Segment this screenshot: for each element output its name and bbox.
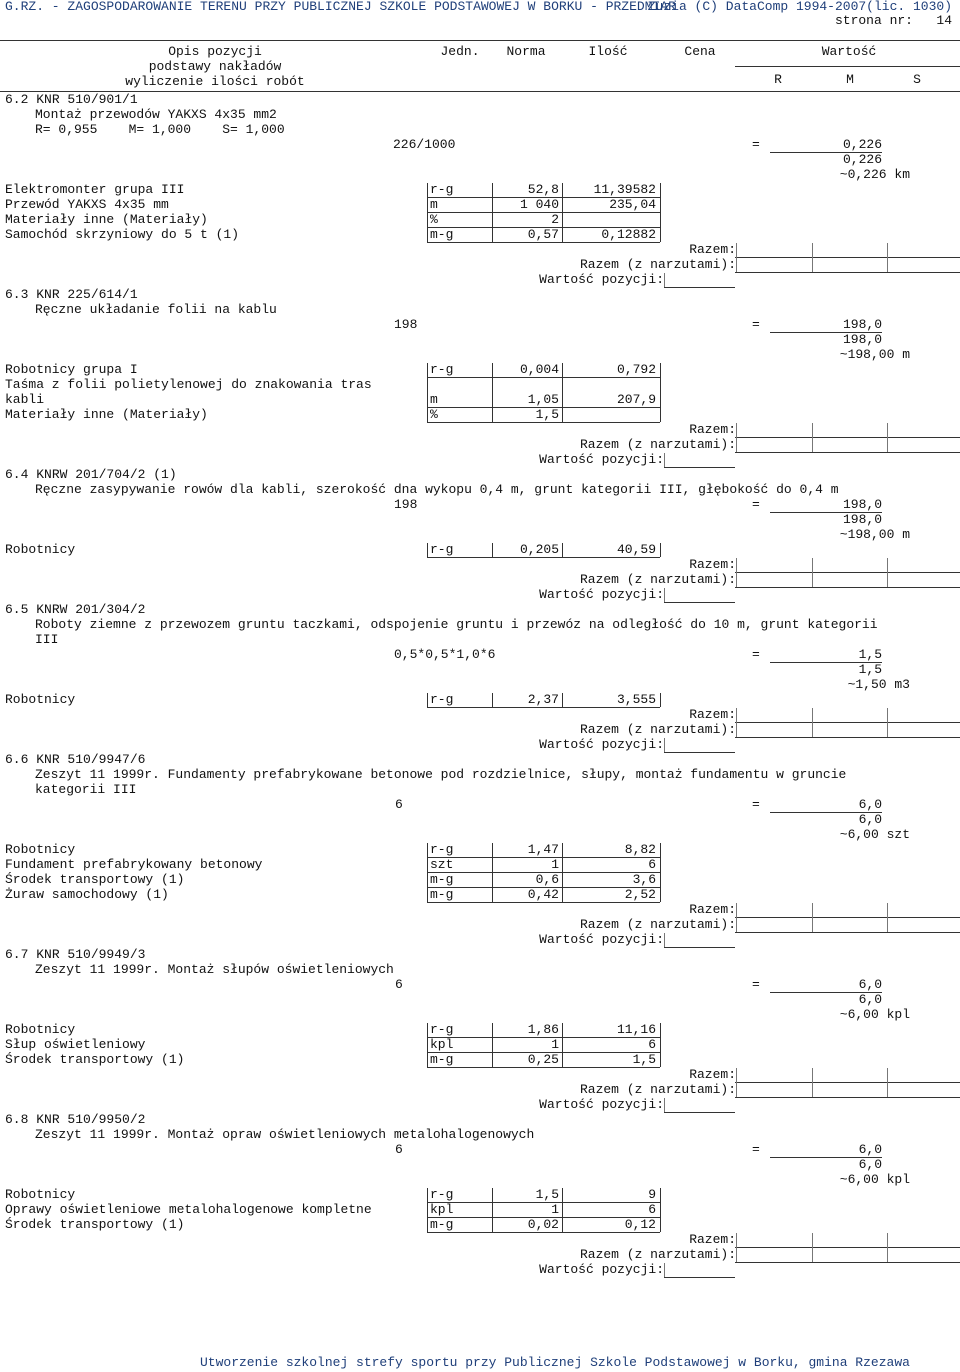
resource-col-rule (492, 693, 493, 707)
wartosc-line (664, 947, 735, 948)
quantity-total: ~198,00 m (839, 527, 910, 542)
col-m: M (846, 72, 854, 87)
resource-name: Fundament prefabrykowany betonowy (5, 857, 263, 872)
resource-unit: kpl (430, 1037, 454, 1052)
position-description: Ręczne zasypywanie rowów dla kabli, szerokość dna wykopu 0,4 m, grunt kategorii III, głębokość do 0,4 m (35, 482, 839, 497)
equals-sign: = (752, 797, 760, 812)
program-credit: Zuzia (C) DataComp 1994-2007(lic. 1030) (647, 0, 952, 14)
resource-name: Oprawy oświetleniowe metalohalogenowe kompletne (5, 1202, 372, 1217)
resource-name: Robotnicy (5, 542, 76, 557)
resource-unit: % (430, 212, 438, 227)
position-code: KNR 510/9949/3 (36, 947, 146, 962)
resource-qty: 207,9 (616, 392, 656, 407)
resource-unit: % (430, 407, 438, 422)
position-header (5, 752, 145, 767)
value-col-rule (887, 423, 888, 452)
resource-col-rule (660, 363, 661, 422)
page-number-row (835, 13, 952, 28)
position-id: 6.8 (5, 1112, 29, 1127)
resource-unit: kpl (430, 1202, 454, 1217)
position-header (5, 602, 145, 617)
value-col-rule (812, 1233, 813, 1262)
razem-narzut-label: Razem (z narzutami): (579, 1082, 736, 1097)
resource-qty: 0,12882 (601, 227, 656, 242)
position-id: 6.5 (5, 602, 29, 617)
resource-name: Przewód YAKXS 4x35 mm (5, 197, 169, 212)
resource-norm: 0,02 (527, 1217, 559, 1232)
resource-name: Środek transportowy (1) (5, 1217, 185, 1232)
razem-label: Razem: (689, 242, 736, 257)
position-description: Ręczne układanie folii na kablu (35, 302, 277, 317)
position-id: 6.3 (5, 287, 29, 302)
equals-sign: = (752, 317, 760, 332)
resource-unit: m (430, 392, 438, 407)
razem-narzut-line (735, 587, 960, 588)
col-value: Wartość (821, 44, 877, 59)
resource-qty: 0,792 (616, 362, 656, 377)
resource-qty: 3,555 (616, 692, 656, 707)
doc-footer: Utworzenie szkolnej strefy sportu przy Publicznej Szkole Podstawowej w Borku, gmina Rzezawa (200, 1355, 910, 1370)
resource-col-rule (492, 543, 493, 557)
col-qty: Ilość (588, 44, 628, 59)
razem-line (735, 257, 960, 258)
resource-qty: 3,6 (632, 872, 656, 887)
resource-norm: 0,42 (527, 887, 559, 902)
resource-qty: 0,12 (624, 1217, 656, 1232)
wartosc-col-rule (664, 453, 665, 467)
resource-col-rule (492, 1188, 493, 1232)
value-col-rule (812, 1068, 813, 1097)
resource-unit: m-g (430, 1052, 454, 1067)
resource-qty: 6 (648, 1037, 656, 1052)
resource-col-rule (660, 1188, 661, 1232)
resource-qty: 9 (648, 1187, 656, 1202)
value-col-rule (887, 708, 888, 737)
resource-name: Materiały inne (Materiały) (5, 212, 208, 227)
page-number: 14 (936, 13, 952, 28)
quantity-result: 1,5 (858, 647, 882, 662)
resource-name: Samochód skrzyniowy do 5 t (1) (5, 227, 240, 242)
razem-narzut-line (735, 1262, 960, 1263)
quantity-sum: 6,0 (858, 1157, 882, 1172)
wartosc-col-rule (664, 588, 665, 602)
value-col-rule (887, 243, 888, 272)
resource-col-rule (660, 1023, 661, 1067)
quantity-formula: 6 (395, 977, 403, 992)
resource-unit: m-g (430, 887, 454, 902)
wartosc-line (664, 1112, 735, 1113)
equals-sign: = (752, 1142, 760, 1157)
position-description: Roboty ziemne z przewozem gruntu taczkami, odspojenie gruntu i przewóz na odległość do 10 m, grunt kategorii (35, 617, 878, 632)
quantity-result: 0,226 (842, 137, 882, 152)
resource-name: Robotnicy (5, 1187, 76, 1202)
razem-label: Razem: (689, 557, 736, 572)
quantity-result: 6,0 (858, 977, 882, 992)
razem-line (735, 572, 960, 573)
value-col-rule (887, 1233, 888, 1262)
wartosc-pozycji-label: Wartość pozycji: (539, 587, 664, 602)
resource-name: Słup oświetleniowy (5, 1037, 146, 1052)
quantity-result: 6,0 (858, 797, 882, 812)
resource-unit: m-g (430, 872, 454, 887)
wartosc-col-rule (664, 738, 665, 752)
resource-unit: m-g (430, 227, 454, 242)
razem-label: Razem: (689, 902, 736, 917)
resource-name: Materiały inne (Materiały) (5, 407, 208, 422)
wartosc-pozycji-label: Wartość pozycji: (539, 737, 664, 752)
value-col-rule (812, 903, 813, 932)
resource-norm: 0,57 (527, 227, 559, 242)
col-s: S (913, 72, 921, 87)
position-description: Zeszyt 11 1999r. Montaż opraw oświetleniowych metalohalogenowych (35, 1127, 535, 1142)
quantity-total: ~6,00 kpl (839, 1172, 910, 1187)
position-code: KNR 510/901/1 (36, 92, 138, 107)
resource-col-rule (492, 1023, 493, 1067)
resource-col-rule (562, 843, 563, 902)
razem-line (735, 1247, 960, 1248)
quantity-sum: 0,226 (842, 152, 882, 167)
quantity-formula: 198 (394, 497, 418, 512)
quantity-formula: 6 (395, 797, 403, 812)
value-col-rule (736, 558, 737, 587)
value-col-rule (887, 558, 888, 587)
resource-col-rule (660, 543, 661, 557)
resource-col-rule (427, 1023, 428, 1067)
value-col-rule (736, 1068, 737, 1097)
resource-row-line (427, 242, 660, 243)
wartosc-pozycji-label: Wartość pozycji: (539, 932, 664, 947)
resource-norm: 1 (551, 1202, 559, 1217)
value-col-rule (887, 1068, 888, 1097)
resource-qty: 235,04 (609, 197, 656, 212)
position-description: kategorii III (35, 782, 137, 797)
col-desc-3: wyliczenie ilości robót (125, 74, 305, 89)
col-desc-2: podstawy nakładów (148, 59, 282, 74)
resource-col-rule (492, 183, 493, 242)
resource-norm: 0,25 (527, 1052, 559, 1067)
resource-unit: r-g (430, 362, 454, 377)
value-col-rule (887, 903, 888, 932)
wartosc-col-rule (664, 273, 665, 287)
quantity-formula: 6 (395, 1142, 403, 1157)
razem-narzut-line (735, 452, 960, 453)
resource-norm: 1,5 (535, 407, 559, 422)
quantity-total: ~6,00 kpl (839, 1007, 910, 1022)
razem-narzut-label: Razem (z narzutami): (579, 917, 736, 932)
wartosc-pozycji-label: Wartość pozycji: (539, 1097, 664, 1112)
value-col-rule (736, 903, 737, 932)
resource-row-line (427, 1232, 660, 1233)
resource-norm: 0,004 (519, 362, 559, 377)
resource-col-rule (562, 1023, 563, 1067)
resource-unit: r-g (430, 1187, 454, 1202)
position-header (5, 467, 177, 482)
resource-norm: 2 (551, 212, 559, 227)
razem-label: Razem: (689, 1067, 736, 1082)
position-id: 6.7 (5, 947, 29, 962)
wartosc-pozycji-label: Wartość pozycji: (539, 452, 664, 467)
resource-name: Środek transportowy (1) (5, 1052, 185, 1067)
value-col-rule (812, 708, 813, 737)
razem-label: Razem: (689, 707, 736, 722)
resource-name: Taśma z folii polietylenowej do znakowania tras (5, 377, 372, 392)
quantity-sum: 1,5 (858, 662, 882, 677)
value-col-rule (812, 423, 813, 452)
position-id: 6.4 (5, 467, 29, 482)
razem-line (735, 1082, 960, 1083)
resource-name: Robotnicy (5, 842, 76, 857)
equals-sign: = (752, 977, 760, 992)
quantity-formula: 226/1000 (393, 137, 456, 152)
resource-unit: szt (430, 857, 454, 872)
resource-col-rule (492, 363, 493, 422)
quantity-sum: 6,0 (858, 812, 882, 827)
resource-qty: 40,59 (616, 542, 656, 557)
wartosc-line (664, 1277, 735, 1278)
resource-col-rule (427, 543, 428, 557)
resource-qty: 11,16 (616, 1022, 656, 1037)
resource-row-line (427, 557, 660, 558)
position-id: 6.6 (5, 752, 29, 767)
razem-narzut-label: Razem (z narzutami): (579, 1247, 736, 1262)
wartosc-pozycji-label: Wartość pozycji: (539, 272, 664, 287)
resource-name: Środek transportowy (1) (5, 872, 185, 887)
razem-narzut-line (735, 737, 960, 738)
resource-qty: 2,52 (624, 887, 656, 902)
quantity-result: 198,0 (842, 497, 882, 512)
value-col-rule (736, 243, 737, 272)
wartosc-col-rule (664, 1263, 665, 1277)
resource-row-line (427, 422, 660, 423)
position-description: R= 0,955 M= 1,000 S= 1,000 (35, 122, 285, 137)
position-description: III (35, 632, 59, 647)
resource-col-rule (427, 183, 428, 242)
resource-norm: 1,86 (527, 1022, 559, 1037)
col-unit: Jedn. (440, 44, 480, 59)
razem-narzut-line (735, 1097, 960, 1098)
resource-norm: 2,37 (527, 692, 559, 707)
wartosc-pozycji-label: Wartość pozycji: (539, 1262, 664, 1277)
value-col-rule (736, 423, 737, 452)
resource-row-line (427, 902, 660, 903)
razem-narzut-label: Razem (z narzutami): (579, 257, 736, 272)
quantity-total: ~1,50 m3 (847, 677, 910, 692)
col-desc-1: Opis pozycji (168, 44, 262, 59)
resource-col-rule (562, 183, 563, 242)
resource-norm: 1 (551, 1037, 559, 1052)
razem-label: Razem: (689, 1232, 736, 1247)
resource-unit: r-g (430, 542, 454, 557)
razem-line (735, 722, 960, 723)
resource-qty: 6 (648, 857, 656, 872)
razem-line (735, 437, 960, 438)
resource-unit: m (430, 197, 438, 212)
resource-col-rule (427, 843, 428, 902)
position-code: KNR 510/9947/6 (36, 752, 146, 767)
resource-col-rule (660, 693, 661, 707)
resource-unit: r-g (430, 182, 454, 197)
razem-narzut-line (735, 272, 960, 273)
resource-col-rule (660, 843, 661, 902)
resource-row-line (427, 1037, 660, 1038)
resource-row-line (427, 1067, 660, 1068)
razem-narzut-line (735, 932, 960, 933)
quantity-sum: 198,0 (842, 332, 882, 347)
wartosc-line (664, 287, 735, 288)
quantity-formula: 198 (394, 317, 418, 332)
resource-name-cont: kabli (5, 392, 45, 407)
position-code: KNR 225/614/1 (36, 287, 138, 302)
resource-norm: 1,05 (527, 392, 559, 407)
resource-norm: 1 (551, 857, 559, 872)
razem-label: Razem: (689, 422, 736, 437)
razem-narzut-label: Razem (z narzutami): (579, 722, 736, 737)
position-description: Montaż przewodów YAKXS 4x35 mm2 (35, 107, 277, 122)
resource-name: Żuraw samochodowy (1) (5, 887, 169, 902)
position-header (5, 947, 145, 962)
wartosc-col-rule (664, 933, 665, 947)
resource-row-line (427, 707, 660, 708)
resource-qty: 1,5 (632, 1052, 656, 1067)
resource-row-line (427, 857, 660, 858)
resource-name: Robotnicy (5, 692, 76, 707)
quantity-total: ~6,00 szt (839, 827, 910, 842)
position-code: KNRW 201/304/2 (36, 602, 146, 617)
col-price: Cena (684, 44, 716, 59)
value-col-rule (736, 708, 737, 737)
resource-col-rule (427, 363, 428, 422)
equals-sign: = (752, 137, 760, 152)
resource-unit: r-g (430, 1022, 454, 1037)
resource-norm: 1,5 (535, 1187, 559, 1202)
position-code: KNR 510/9950/2 (36, 1112, 146, 1127)
position-code: KNRW 201/704/2 (1) (36, 467, 177, 482)
col-r: R (774, 72, 782, 87)
resource-norm: 52,8 (527, 182, 559, 197)
resource-col-rule (427, 693, 428, 707)
position-header (5, 92, 138, 107)
resource-col-rule (562, 543, 563, 557)
value-col-rule (812, 558, 813, 587)
razem-line (735, 917, 960, 918)
resource-col-rule (427, 1188, 428, 1232)
resource-row-line (427, 1202, 660, 1203)
wartosc-line (664, 467, 735, 468)
resource-name: Robotnicy (5, 1022, 76, 1037)
wartosc-line (664, 602, 735, 603)
resource-norm: 1,47 (527, 842, 559, 857)
quantity-result: 198,0 (842, 317, 882, 332)
resource-col-rule (562, 363, 563, 422)
doc-title: G.RZ. - ZAGOSPODAROWANIE TERENU PRZY PUBLICZNEJ SZKOLE PODSTAWOWEJ W BORKU - PRZEDMIAR (5, 0, 676, 14)
resource-unit: m-g (430, 1217, 454, 1232)
resource-row-line (427, 377, 660, 378)
resource-norm: 1 040 (519, 197, 559, 212)
quantity-sum: 6,0 (858, 992, 882, 1007)
position-description: Zeszyt 11 1999r. Fundamenty prefabrykowane betonowe pod rozdzielnice, słupy, montaż fundamentu w gruncie (35, 767, 847, 782)
resource-col-rule (492, 843, 493, 902)
position-description: Zeszyt 11 1999r. Montaż słupów oświetleniowych (35, 962, 394, 977)
quantity-sum: 198,0 (842, 512, 882, 527)
quantity-result: 6,0 (858, 1142, 882, 1157)
resource-col-rule (562, 1188, 563, 1232)
resource-col-rule (562, 693, 563, 707)
value-col-rule (812, 243, 813, 272)
resource-name: Elektromonter grupa III (5, 182, 185, 197)
resource-name: Robotnicy grupa I (5, 362, 138, 377)
wartosc-line (664, 752, 735, 753)
position-header (5, 287, 138, 302)
wartosc-col-rule (664, 1098, 665, 1112)
quantity-total: ~0,226 km (839, 167, 910, 182)
col-norm: Norma (506, 44, 546, 59)
resource-qty: 6 (648, 1202, 656, 1217)
resource-row-line (427, 212, 660, 213)
equals-sign: = (752, 647, 760, 662)
quantity-formula: 0,5*0,5*1,0*6 (394, 647, 496, 662)
position-id: 6.2 (5, 92, 29, 107)
page-number-label: strona nr: (834, 13, 913, 28)
resource-col-rule (660, 183, 661, 242)
resource-norm: 0,6 (535, 872, 559, 887)
resource-norm: 0,205 (519, 542, 559, 557)
resource-qty: 11,39582 (593, 182, 656, 197)
razem-narzut-label: Razem (z narzutami): (579, 572, 736, 587)
resource-unit: r-g (430, 842, 454, 857)
razem-narzut-label: Razem (z narzutami): (579, 437, 736, 452)
position-header (5, 1112, 145, 1127)
value-col-rule (736, 1233, 737, 1262)
resource-qty: 8,82 (624, 842, 656, 857)
equals-sign: = (752, 497, 760, 512)
quantity-total: ~198,00 m (839, 347, 910, 362)
resource-unit: r-g (430, 692, 454, 707)
